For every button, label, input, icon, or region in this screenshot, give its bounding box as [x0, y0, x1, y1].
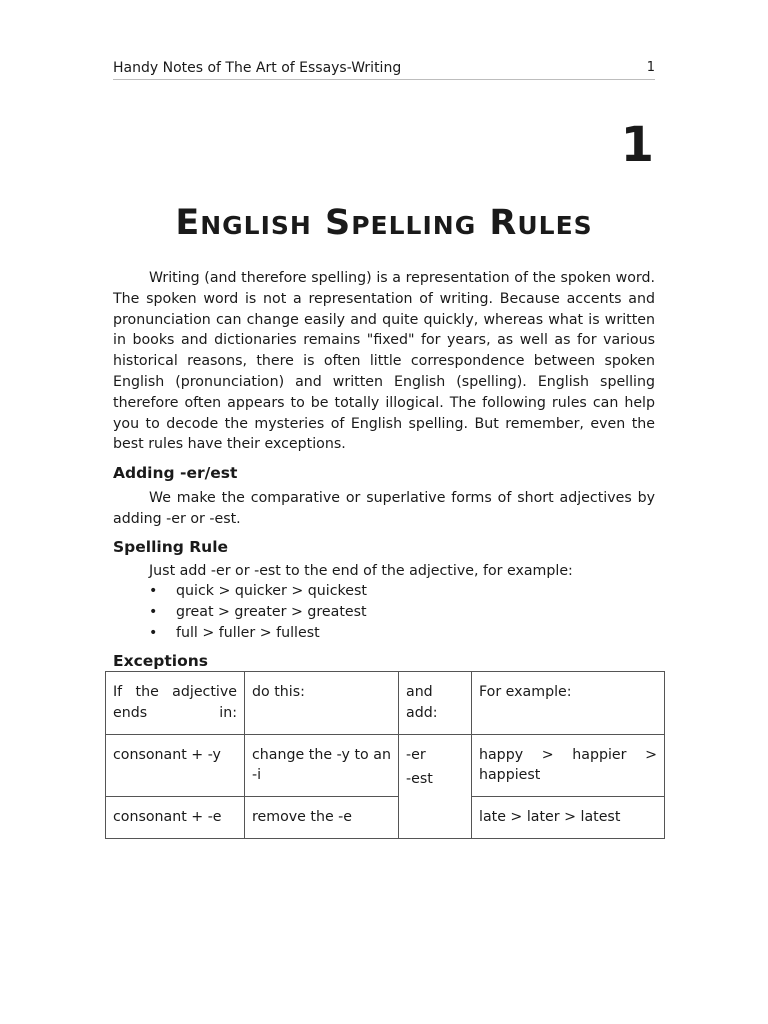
intro-paragraph — [113, 268, 655, 455]
cell-add-er: -er — [406, 746, 426, 763]
header-do-this: do this: — [252, 684, 305, 700]
table-header-row — [106, 672, 665, 735]
table-header-cell — [245, 672, 399, 735]
running-title: Handy Notes of The Art of Essays-Writing — [113, 60, 402, 76]
running-header — [113, 59, 655, 80]
table-row — [106, 797, 665, 839]
heading-spelling-rule: Spelling Rule — [113, 538, 229, 556]
list-item — [113, 602, 655, 623]
cell-add-est: -est — [406, 771, 433, 788]
list-item-text: quick > quicker > quickest — [176, 583, 367, 599]
list-item — [113, 581, 655, 602]
table-header-cell — [106, 672, 245, 735]
adding-paragraph — [113, 488, 655, 530]
adding-paragraph-text: We make the comparative or superlative forms of short adjectives by adding -er or -est. — [113, 490, 655, 527]
bullet-icon: • — [149, 583, 158, 599]
intro-paragraph-text: Writing (and therefore spelling) is a representation of the spoken word. The spoken word is not a representation of writing. Because accents and pronunciation can change easily and quite quickly, whereas what is written in books and dictionaries remains "fixed" for years, as well as for various historical reasons, there is often little correspondence between spoken English (pronunciation) and written English (spelling). English spelling therefore often appears to be totally illogical. The following rules can help you to decode the mysteries of English spelling. But remember, even the best rules have their exceptions. — [113, 270, 655, 453]
table-cell — [472, 734, 665, 797]
chapter-number: 1 — [620, 117, 654, 173]
cell-do-this: remove the -e — [252, 809, 353, 826]
cell-ends-in: consonant + -e — [113, 809, 222, 826]
table-cell — [245, 734, 399, 797]
cell-do-this: change the -y to an -i — [252, 746, 391, 784]
cell-example: happy > happier > happiest — [479, 746, 657, 784]
table-header-cell — [472, 672, 665, 735]
chapter-title: English Spelling Rules — [175, 203, 593, 243]
table-cell — [106, 734, 245, 797]
header-and-add: and add: — [406, 684, 438, 721]
heading-adding-er-est: Adding -er/est — [113, 464, 238, 482]
table-row — [106, 734, 665, 797]
heading-exceptions: Exceptions — [113, 652, 209, 670]
table-cell — [245, 797, 399, 839]
page-number: 1 — [646, 60, 655, 75]
list-item-text: great > greater > greatest — [176, 603, 367, 620]
exceptions-table — [105, 671, 665, 839]
list-item — [113, 623, 655, 644]
cell-example: late > later > latest — [479, 809, 621, 826]
table-cell — [472, 797, 665, 839]
example-bullet-list — [113, 581, 655, 643]
cell-ends-in: consonant + -y — [113, 746, 221, 763]
list-item-text: full > fuller > fullest — [176, 624, 320, 641]
bullet-icon: • — [149, 603, 158, 620]
rule-intro-text: Just add -er or -est to the end of the adjective, for example: — [149, 563, 573, 579]
bullet-icon: • — [149, 624, 158, 641]
table-cell-and-add — [399, 734, 472, 838]
table-header-cell — [399, 672, 472, 735]
rule-intro — [113, 561, 655, 582]
header-ends-in: If the adjective ends in: — [113, 684, 237, 721]
table-cell — [106, 797, 245, 839]
header-for-example: For example: — [479, 684, 572, 700]
